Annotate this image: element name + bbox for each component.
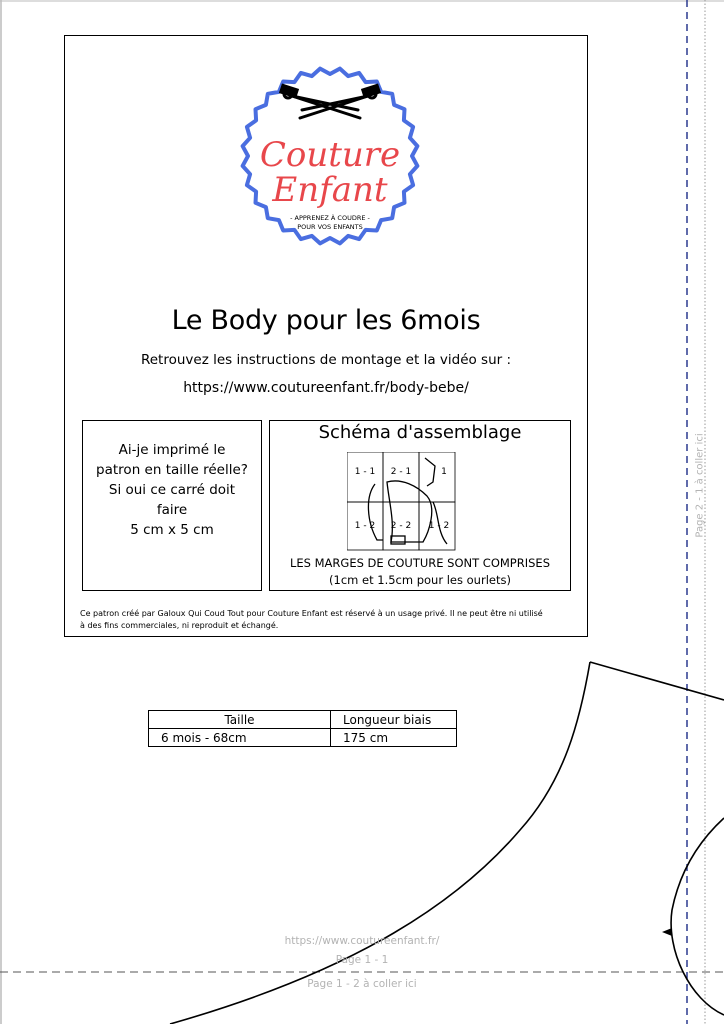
test-line-2: patron en taille réelle? xyxy=(96,462,248,478)
instructions-url[interactable]: https://www.coutureenfant.fr/body-bebe/ xyxy=(183,380,469,396)
table-header-row xyxy=(149,711,457,729)
schema-cell-3: 1 xyxy=(441,467,447,477)
test-line-4: faire xyxy=(156,502,188,518)
seam-allowance-note: LES MARGES DE COUTURE SONT COMPRISES xyxy=(290,556,550,570)
page-title: Le Body pour les 6mois xyxy=(171,305,481,336)
footer-join-label: Page 1 - 2 à coller ici xyxy=(307,978,417,990)
test-square-text xyxy=(86,440,258,540)
logo-tag-line2: POUR VOS ENFANTS xyxy=(297,223,363,231)
schema-cell-1: 1 - 1 xyxy=(354,467,376,477)
header-bias-length: Longueur biais xyxy=(331,711,457,729)
size-table xyxy=(148,710,457,747)
instructions-text: Retrouvez les instructions de montage et la vidéo sur : xyxy=(140,352,512,368)
credit-line-2: à des fins commerciales, ni reproduit et échangé. xyxy=(80,621,279,630)
assembly-diagram xyxy=(347,452,457,552)
logo-brand-line1: Couture xyxy=(259,135,401,175)
table-row xyxy=(149,729,457,747)
hem-allowance-note: (1cm et 1.5cm pour les ourlets) xyxy=(329,573,511,587)
logo-tag-line1: - APPRENEZ À COUDRE - xyxy=(290,214,370,222)
test-line-3: Si oui ce carré doit xyxy=(108,482,236,498)
footer-page-number: Page 1 - 1 xyxy=(335,954,389,966)
schema-cell-5: 2 - 2 xyxy=(390,521,412,531)
schema-cell-2: 2 - 1 xyxy=(390,467,412,477)
test-line-1: Ai-je imprimé le xyxy=(118,442,226,458)
side-join-label: Page 2 - 1 à coller ici xyxy=(694,433,706,538)
cell-size: 6 mois - 68cm xyxy=(149,729,331,747)
cell-bias-length: 175 cm xyxy=(331,729,457,747)
couture-enfant-logo xyxy=(240,66,420,246)
assembly-schema-title: Schéma d'assemblage xyxy=(318,422,522,443)
header-size: Taille xyxy=(149,711,331,729)
credit-notice xyxy=(80,608,580,632)
logo-brand-line2: Enfant xyxy=(272,170,388,210)
schema-cell-4: 1 - 2 xyxy=(354,521,376,531)
schema-cell-6: 1 - 2 xyxy=(428,521,450,531)
credit-line-1: Ce patron créé par Galoux Qui Coud Tout pour Couture Enfant est réservé à un usage privé. Il ne peut être ni utilisé xyxy=(80,609,543,618)
test-line-5: 5 cm x 5 cm xyxy=(130,522,214,538)
footer-url: https://www.coutureenfant.fr/ xyxy=(284,935,440,947)
